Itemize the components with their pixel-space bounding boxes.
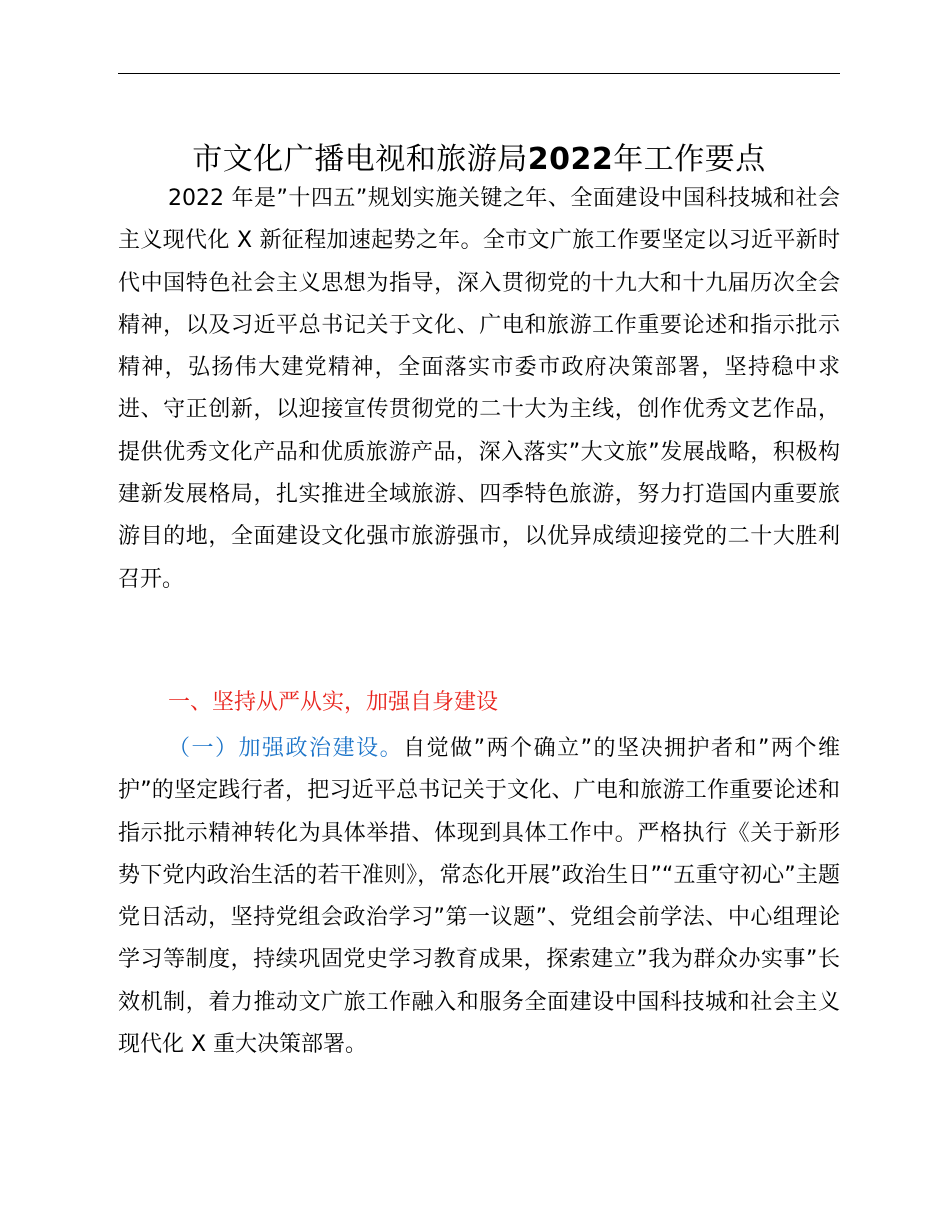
- item-1-heading: （一）加强政治建设。: [168, 736, 404, 761]
- title-prefix: 市文化广播电视和旅游局: [192, 142, 528, 177]
- section-1-heading: 一、坚持从严从实，加强自身建设: [168, 690, 499, 715]
- title-year: 2022: [527, 142, 614, 177]
- section-1-item-1: [118, 728, 840, 1066]
- document-title: [118, 138, 840, 182]
- intro-paragraph: 2022 年是”十四五”规划实施关键之年、全面建设中国科技城和社会主义现代化 X 新征程加速起势之年。全市文广旅工作要坚定以习近平新时代中国特色社会主义思想为指导，深入贯彻党的十九大和十九届历次全会精神，以及习近平总书记关于文化、广电和旅游工作重要论述和指示批示精神，弘扬伟大建党精神，全面落实市委市政府决策部署，坚持稳中求进、守正创新，以迎接宣传贯彻党的二十大为主线，创作优秀文艺作品，提供优秀文化产品和优质旅游产品，深入落实”大文旅”发展战略，积极构建新发展格局，扎实推进全域旅游、四季特色旅游，努力打造国内重要旅游目的地，全面建设文化强市旅游强市，以优异成绩迎接党的二十大胜利召开。: [118, 186, 840, 592]
- header-rule: [118, 73, 840, 74]
- title-suffix: 年工作要点: [613, 142, 766, 177]
- item-1-text: 自觉做”两个确立”的坚决拥护者和”两个维护”的坚定践行者，把习近平总书记关于文化、广电和旅游工作重要论述和指示批示精神转化为具体举措、体现到具体工作中。严格执行《关于新形势下党内政治生活的若干准则》，常态化开展”政治生日”“五重守初心”主题党日活动，坚持党组会政治学习”第一议题”、党组会前学法、中心组理论学习等制度，持续巩固党史学习教育成果，探索建立”我为群众办实事”长效机制，着力推动文广旅工作融入和服务全面建设中国科技城和社会主义现代化 X 重大决策部署。: [118, 736, 840, 1058]
